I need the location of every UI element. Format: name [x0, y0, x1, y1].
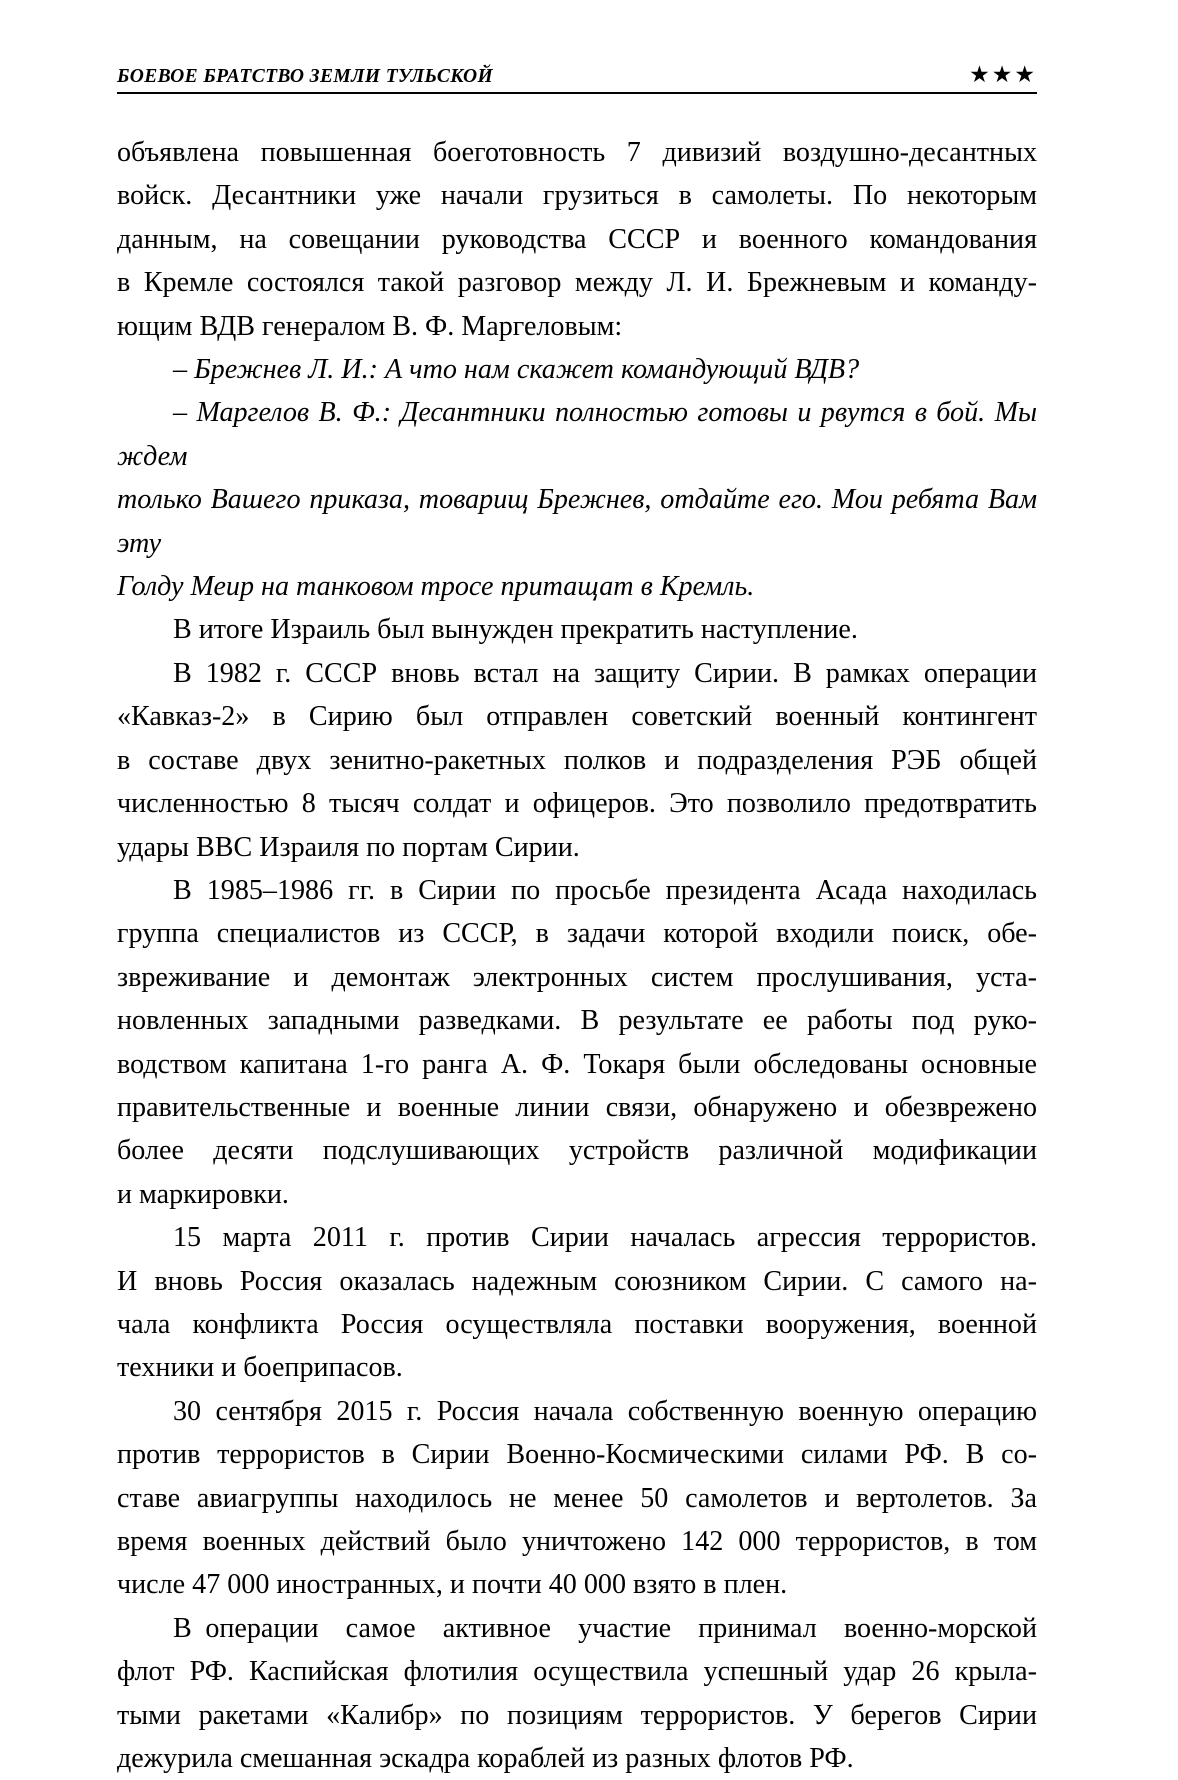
text-line: ющим ВДВ генералом В. Ф. Маргеловым:: [117, 310, 623, 342]
text-line: и маркировки.: [117, 1178, 289, 1210]
paragraph: [117, 391, 1045, 608]
text-line: В 1985–1986 гг. в Сирии по просьбе президента Асада находилась: [173, 874, 1037, 906]
text-line: в составе двух зенитно-ракетных полков и подразделения РЭБ общей: [117, 744, 1037, 776]
running-header-title: БОЕВОЕ БРАТСТВО ЗЕМЛИ ТУЛЬСКОЙ: [117, 65, 494, 87]
star-icon: ★★★: [969, 62, 1037, 87]
text-line: дежурила смешанная эскадра кораблей из разных флотов РФ.: [117, 1743, 854, 1775]
text-line: В 1982 г. СССР вновь встал на защиту Сирии. В рамках операции: [173, 657, 1037, 689]
paragraph: [117, 1216, 1037, 1390]
paragraph: [117, 1607, 1037, 1780]
text-line: чала конфликта Россия осуществляла поставки вооружения, военной: [117, 1308, 1037, 1340]
text-line: объявлена повышенная боеготовность 7 дивизий воздушно-десантных: [117, 137, 1037, 168]
text-line: техники и боеприпасов.: [117, 1352, 403, 1384]
text-line: В итоге Израиль был вынужден прекратить наступление.: [173, 614, 858, 646]
text-line: время военных действий было уничтожено 142 000 террористов, в том: [117, 1526, 1037, 1557]
paragraph: [117, 348, 1037, 391]
text-line: только Вашего приказа, товарищ Брежнев, отдайте его. Мои ребята Вам эту: [117, 484, 1045, 559]
text-line: против террористов в Сирии Военно-Космическими силами РФ. В со-: [117, 1439, 1037, 1471]
text-line: войск. Десантники уже начали грузиться в самолеты. По некоторым: [117, 180, 1037, 212]
text-line: В операции самое активное участие принимал военно-морской: [173, 1612, 1037, 1644]
text-line: «Кавказ-2» в Сирию был отправлен советский военный контингент: [117, 701, 1037, 733]
text-line: флот РФ. Каспийская флотилия осуществила успешный удар 26 крыла-: [117, 1656, 1037, 1688]
text-line: правительственные и военные линии связи, обнаружено и обезврежено: [117, 1091, 1037, 1123]
text-line: Голду Меир на танковом тросе притащат в Кремль.: [117, 571, 755, 603]
header-rule-divider: [117, 92, 1037, 94]
text-line: более десяти подслушивающих устройств различной модификации: [117, 1135, 1037, 1167]
text-line: – Маргелов В. Ф.: Десантники полностью готовы и рвутся в бой. Мы ждем: [117, 397, 1045, 472]
text-line: новленных западными разведками. В результате ее работы под руко-: [117, 1005, 1037, 1037]
page-content-column: [117, 52, 1045, 1780]
paragraph: [117, 869, 1037, 1216]
text-line: данным, на совещании руководства СССР и военного командования: [117, 223, 1037, 255]
text-line: – Брежнев Л. И.: А что нам скажет командующий ВДВ?: [173, 354, 860, 386]
paragraph: [117, 608, 1037, 651]
text-line: И вновь Россия оказалась надежным союзником Сирии. С самого на-: [117, 1265, 1037, 1297]
paragraph: [117, 1390, 1037, 1607]
running-header: [117, 52, 1037, 86]
text-line: численностью 8 тысяч солдат и офицеров. Это позволило предотвратить: [117, 788, 1037, 820]
text-line: в Кремле состоялся такой разговор между Л. И. Брежневым и команду-: [117, 267, 1037, 299]
text-line: группа специалистов из СССР, в задачи которой входили поиск, обе-: [117, 918, 1037, 950]
text-line: удары ВВС Израиля по портам Сирии.: [117, 831, 580, 863]
paragraph: [117, 652, 1037, 869]
text-line: 15 марта 2011 г. против Сирии началась агрессия террористов.: [173, 1222, 1037, 1254]
text-line: тыми ракетами «Калибр» по позициям террористов. У берегов Сирии: [117, 1699, 1037, 1731]
text-line: звреживание и демонтаж электронных систем прослушивания, уста-: [117, 961, 1037, 993]
text-line: ставе авиагруппы находилось не менее 50 самолетов и вертолетов. За: [117, 1482, 1037, 1514]
text-line: числе 47 000 иностранных, и почти 40 000 взято в плен.: [117, 1569, 788, 1601]
body-text-block: [117, 131, 1045, 1780]
text-line: 30 сентября 2015 г. Россия начала собственную военную операцию: [173, 1395, 1037, 1427]
text-line: водством капитана 1-го ранга А. Ф. Токаря были обследованы основные: [117, 1048, 1037, 1080]
paragraph: [117, 131, 1037, 348]
